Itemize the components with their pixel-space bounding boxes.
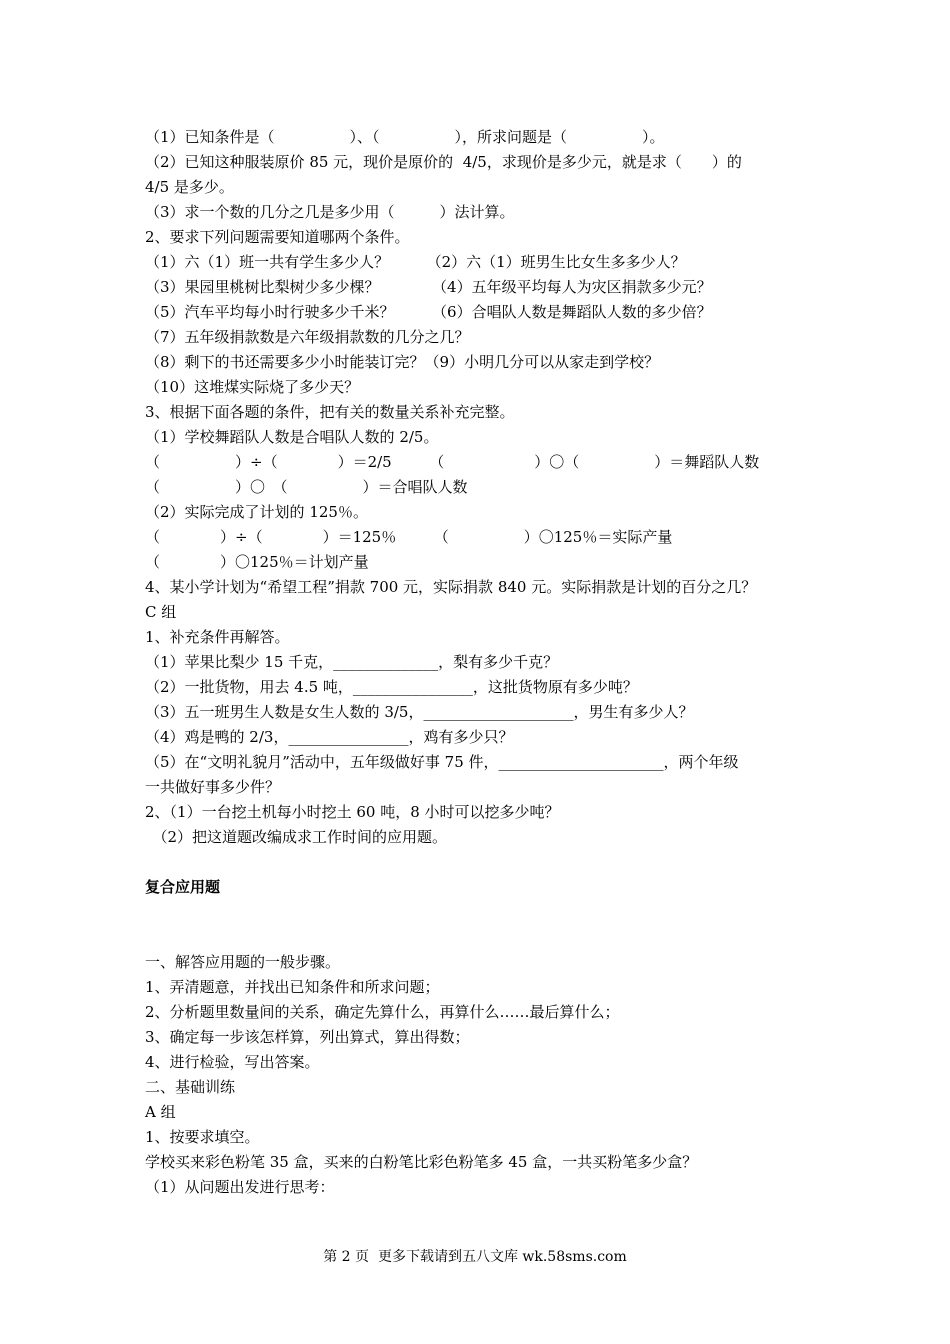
text-line: 4/5 是多少。 — [145, 178, 234, 196]
text-line: 1、按要求填空。 — [145, 1128, 260, 1146]
text-line: 4、进行检验，写出答案。 — [145, 1053, 320, 1071]
text-line: （ ）〇125％＝计划产量 — [145, 553, 369, 571]
text-line: （8）剩下的书还需要多少小时能装订完？（9）小明几分可以从家走到学校？ — [145, 353, 660, 371]
text-line: 二、基础训练 — [145, 1078, 236, 1096]
text-line: （1）从问题出发进行思考： — [145, 1178, 335, 1196]
text-line: （ ）〇 （ ）＝合唱队人数 — [145, 478, 468, 496]
page-footer: 第 2 页 更多下载请到五八文库 wk.58sms.com — [323, 1249, 627, 1265]
text-line: （2）一批货物，用去 4.5 吨，________________，这批货物原有多少吨？ — [145, 678, 638, 696]
text-line: 4、某小学计划为“希望工程”捐款 700 元，实际捐款 840 元。实际捐款是计划的百分之几？ — [145, 578, 757, 596]
text-line: （2）把这道题改编成求工作时间的应用题。 — [145, 828, 448, 846]
text-line: （5）在“文明礼貌月”活动中，五年级做好事 75 件，______________________，两个年级 — [145, 753, 739, 771]
text-line: （ ）÷（ ）＝125％ （ ）〇125％＝实际产量 — [145, 528, 673, 546]
text-line: 2、要求下列问题需要知道哪两个条件。 — [145, 228, 410, 246]
text-line: （4）鸡是鸭的 2/3，________________，鸡有多少只？ — [145, 728, 514, 746]
text-line: C 组 — [145, 603, 177, 621]
text-line: 2、（1）一台挖土机每小时挖土 60 吨，8 小时可以挖多少吨？ — [145, 803, 560, 821]
text-line: （2）已知这种服装原价 85 元，现价是原价的 4/5，求现价是多少元，就是求（ ）的 — [145, 153, 742, 171]
text-line: 一共做好事多少件？ — [145, 778, 281, 796]
text-line: （3）求一个数的几分之几是多少用（ ）法计算。 — [145, 203, 515, 221]
text-line: （7）五年级捐款数是六年级捐款数的几分之几？ — [145, 328, 470, 346]
text-line: （3）果园里桃树比梨树少多少棵？ （4）五年级平均每人为灾区捐款多少元？ — [145, 278, 712, 296]
text-line: （1）已知条件是（ ）、（ ），所求问题是（ ）。 — [145, 128, 665, 146]
text-line: （1）苹果比梨少 15 千克，______________，梨有多少千克？ — [145, 653, 559, 671]
text-line: （2）实际完成了计划的 125％。 — [145, 503, 368, 521]
text-line: 1、补充条件再解答。 — [145, 628, 290, 646]
text-line: A 组 — [145, 1103, 176, 1121]
text-line: 2、分析题里数量间的关系，确定先算什么，再算什么……最后算什么； — [145, 1003, 620, 1021]
text-line: （1）学校舞蹈队人数是合唱队人数的 2/5。 — [145, 428, 439, 446]
text-line: 学校买来彩色粉笔 35 盒，买来的白粉笔比彩色粉笔多 45 盒，一共买粉笔多少盒？ — [145, 1153, 698, 1171]
text-line: （5）汽车平均每小时行驶多少千米？ （6）合唱队人数是舞蹈队人数的多少倍？ — [145, 303, 712, 321]
text-line: （ ）÷（ ）＝2/5 （ ）〇（ ）＝舞蹈队人数 — [145, 453, 760, 471]
text-line: （10）这堆煤实际烧了多少天？ — [145, 378, 360, 396]
text-line: 一、解答应用题的一般步骤。 — [145, 953, 341, 971]
text-line: 1、弄清题意，并找出已知条件和所求问题； — [145, 978, 440, 996]
text-line: （1）六（1）班一共有学生多少人？ （2）六（1）班男生比女生多多少人？ — [145, 253, 686, 271]
text-line: （3）五一班男生人数是女生人数的 3/5，____________________，男生有多少人？ — [145, 703, 694, 721]
section-heading: 复合应用题 — [145, 878, 221, 896]
text-line: 3、根据下面各题的条件，把有关的数量关系补充完整。 — [145, 403, 515, 421]
text-line: 3、确定每一步该怎样算，列出算式，算出得数； — [145, 1028, 470, 1046]
